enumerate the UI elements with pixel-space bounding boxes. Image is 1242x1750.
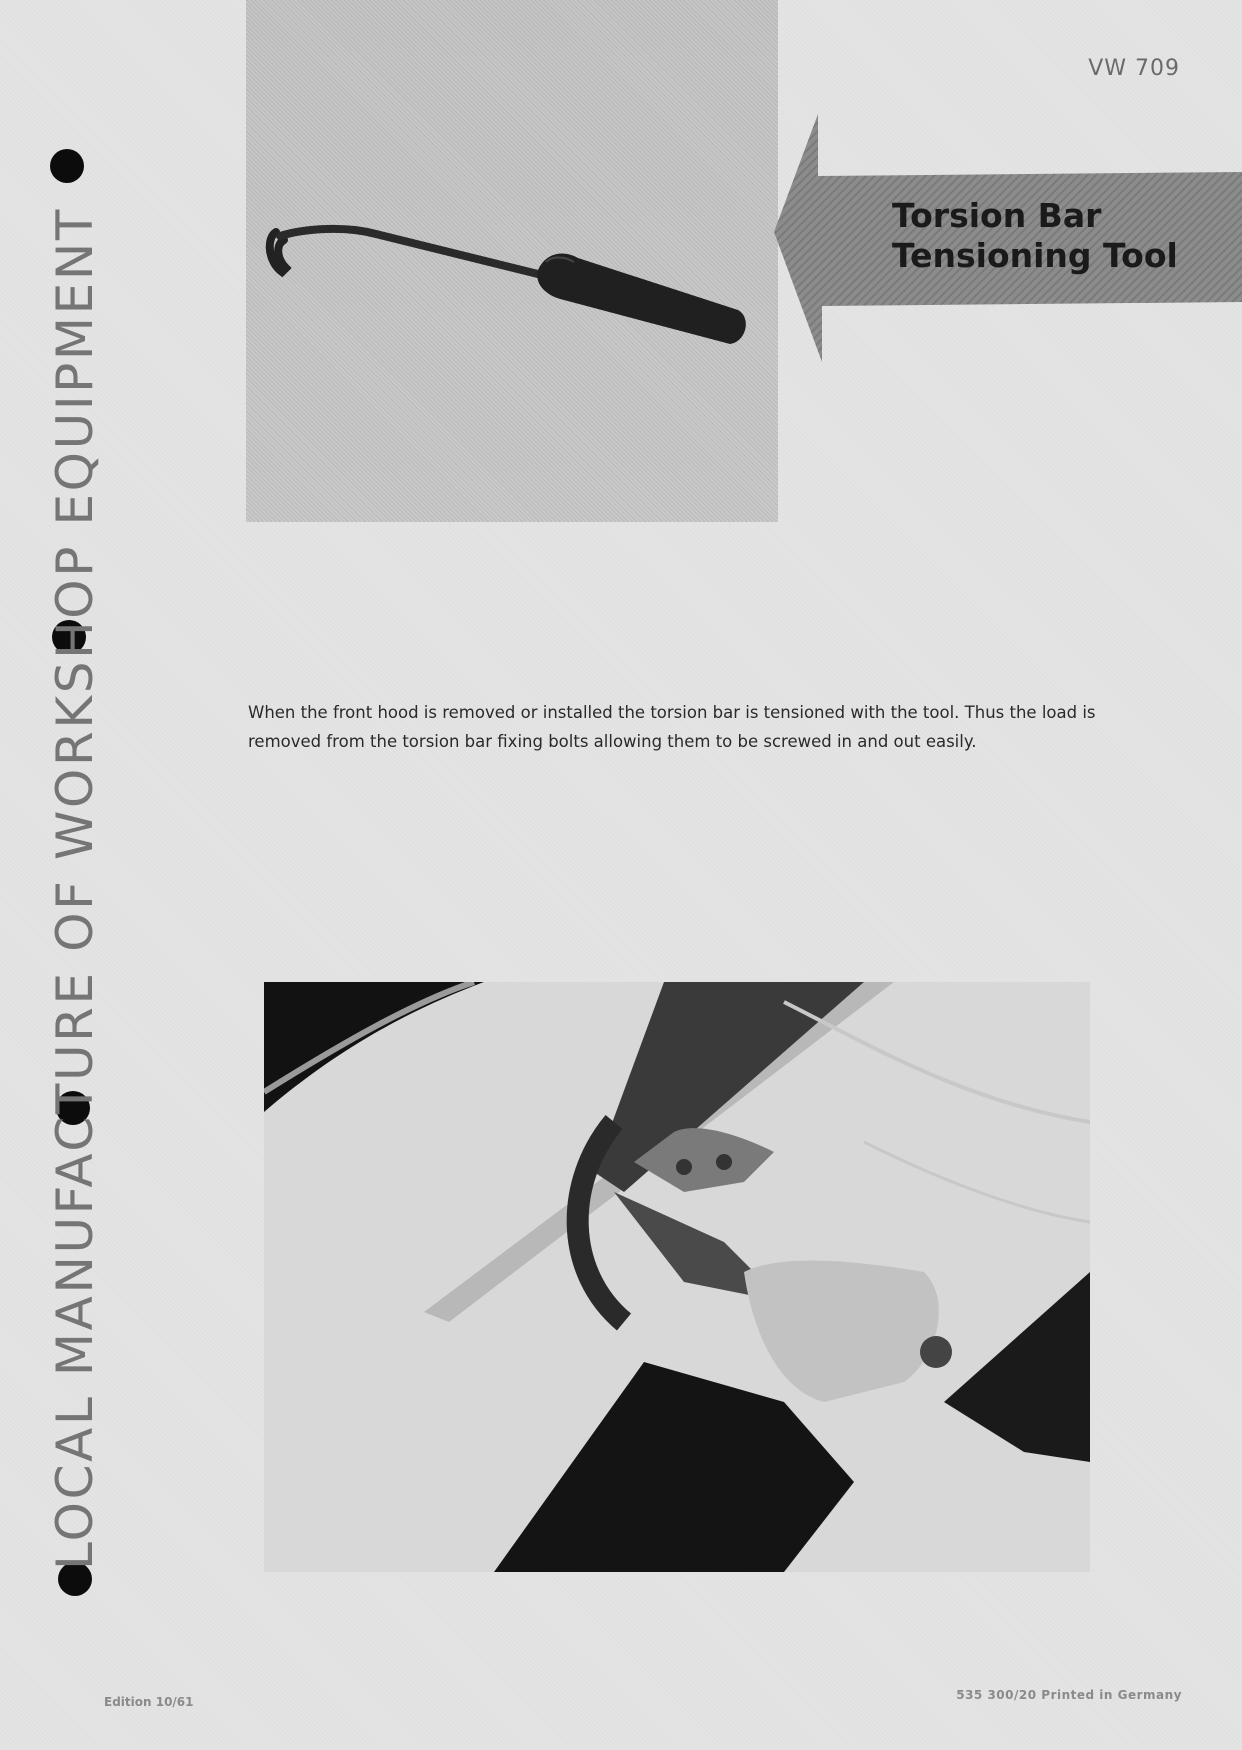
tool-photo: [246, 0, 778, 522]
print-note: 535 300/20 Printed in Germany: [956, 1688, 1182, 1702]
edition-note: Edition 10/61: [104, 1695, 194, 1709]
tool-title: [892, 196, 1178, 276]
tool-in-use-image: [264, 982, 1090, 1572]
description-paragraph: When the front hood is removed or installed the torsion bar is tensioned with the tool. Thus the load is removed from the torsion bar fixing bolts allowing them to be screwed in and out easily.: [248, 703, 1096, 751]
side-title: LOCAL MANUFACTURE OF WORKSHOP EQUIPMENT: [46, 207, 104, 1570]
tool-title-line-2: Tensioning Tool: [892, 236, 1178, 275]
torsion-bar-tool-image: [246, 0, 778, 522]
punch-hole-top: [50, 149, 84, 183]
document-code: VW 709: [1088, 56, 1180, 81]
usage-photo: [264, 982, 1090, 1572]
tool-title-line-1: Torsion Bar: [892, 196, 1102, 235]
